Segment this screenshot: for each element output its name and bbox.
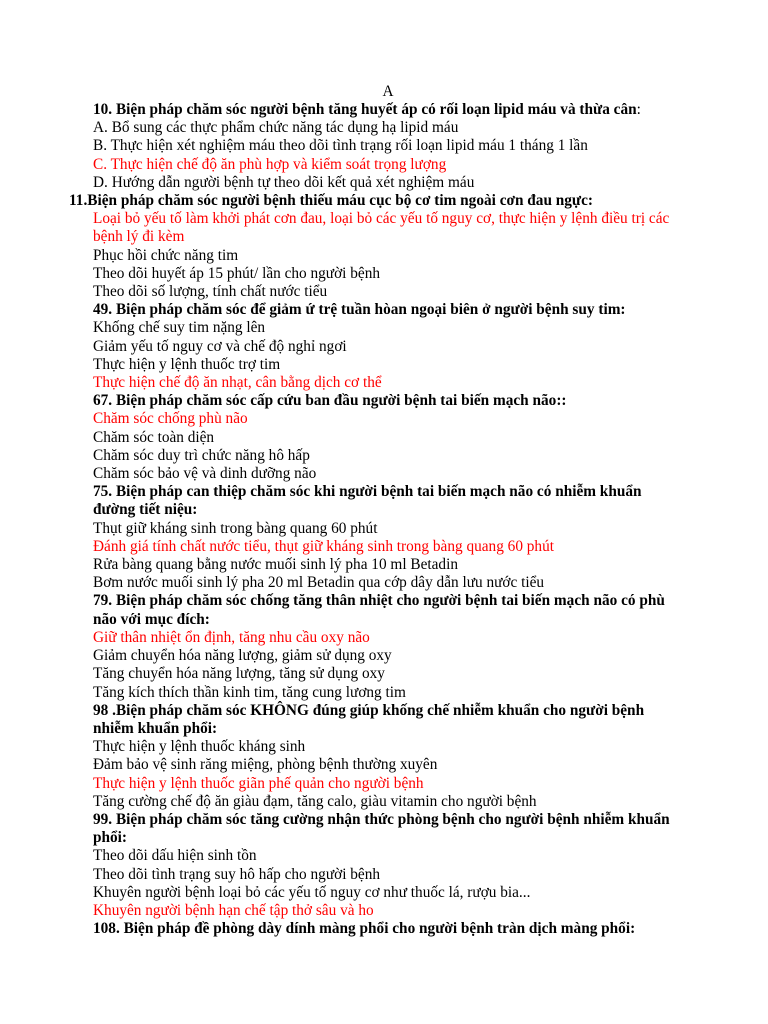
question-block xyxy=(93,392,673,483)
question-block xyxy=(93,702,673,811)
answer-option: Tăng cường chế độ ăn giàu đạm, tăng calo, giàu vitamin cho người bệnh xyxy=(93,792,537,810)
answer-option: Theo dõi số lượng, tính chất nước tiểu xyxy=(93,283,328,301)
answer-option: Tăng kích thích thần kinh tim, tăng cung lương tim xyxy=(93,683,406,701)
answer-option-correct: Thực hiện y lệnh thuốc giãn phế quản cho người bệnh xyxy=(93,774,424,792)
question-block xyxy=(93,811,673,920)
question-number: 108. xyxy=(93,920,120,938)
answer-option: Chăm sóc toàn diện xyxy=(93,428,215,446)
page-header: A xyxy=(382,83,394,100)
answer-option: Bơm nước muối sinh lý pha 20 ml Betadin qua cớp dây dẫn lưu nước tiểu xyxy=(93,574,545,592)
answer-option-correct: Giữ thân nhiệt ổn định, tăng nhu cầu oxy não xyxy=(93,628,370,646)
answer-option: Theo dõi tình trạng suy hô hấp cho người bệnh xyxy=(93,865,381,883)
answer-option: Giảm chuyển hóa năng lượng, giảm sử dụng oxy xyxy=(93,647,392,665)
question-number: 75. xyxy=(93,483,113,501)
question-title xyxy=(93,483,673,519)
answer-option: Thực hiện y lệnh thuốc trợ tim xyxy=(93,355,281,373)
answer-option: Khuyên người bệnh loại bỏ các yếu tố nguy cơ như thuốc lá, rượu bia... xyxy=(93,883,531,901)
question-block xyxy=(69,192,673,301)
question-block xyxy=(93,483,673,592)
question-text: Biện pháp chăm sóc người bệnh thiếu máu cục bộ cơ tim ngoài cơn đau ngực: xyxy=(87,192,593,210)
answer-option: Chăm sóc duy trì chức năng hô hấp xyxy=(93,446,310,464)
question-number: 67. xyxy=(93,392,113,410)
answer-option: Khống chế suy tim nặng lên xyxy=(93,319,266,337)
question-suffix: : xyxy=(636,101,641,118)
question-number: 49. xyxy=(93,301,113,319)
question-number: 10. xyxy=(93,101,113,118)
question-title xyxy=(93,392,673,410)
answer-option-correct: Thực hiện chế độ ăn nhạt, cân bằng dịch cơ thể xyxy=(93,374,382,392)
question-title xyxy=(93,301,673,319)
question-text: Biện pháp chăm sóc để giảm ứ trệ tuần hòan ngoại biên ở người bệnh suy tim: xyxy=(112,301,626,319)
answer-option: Phục hồi chức năng tim xyxy=(93,246,239,264)
answer-option: Thực hiện y lệnh thuốc kháng sinh xyxy=(93,738,306,756)
question-title xyxy=(69,192,673,210)
question-title xyxy=(93,811,673,847)
question-title xyxy=(93,592,673,628)
answer-option-correct: C. Thực hiện chế độ ăn phù hợp và kiểm soát trọng lượng xyxy=(93,155,447,173)
question-number: 11. xyxy=(69,192,88,210)
question-text: Biện pháp can thiệp chăm sóc khi người bệnh tai biến mạch não có nhiễm khuẩn đường tiết niệu: xyxy=(93,483,642,519)
question-text: Biện pháp đề phòng dày dính màng phổi cho người bệnh tràn dịch màng phổi: xyxy=(119,920,636,938)
answer-option-correct: Loại bỏ yếu tố làm khởi phát cơn đau, loại bỏ các yếu tố nguy cơ, thực hiện y lệnh điều trị các bệnh lý đi kèm xyxy=(93,210,670,246)
question-number: 99. xyxy=(93,810,113,828)
answer-option: Tăng chuyển hóa năng lượng, tăng sử dụng oxy xyxy=(93,665,385,683)
answer-option: Thụt giữ kháng sinh trong bàng quang 60 phút xyxy=(93,519,378,537)
question-text: .Biện pháp chăm sóc KHÔNG đúng giúp khống chế nhiễm khuẩn cho người bệnh nhiễm khuẩn phổi: xyxy=(93,701,645,737)
question-number: 79. xyxy=(93,592,113,610)
question-block xyxy=(93,592,673,701)
question-title xyxy=(93,101,673,119)
answer-option: Theo dõi dấu hiện sinh tồn xyxy=(93,847,257,865)
answer-option: A. Bổ sung các thực phẩm chức năng tác dụng hạ lipid máu xyxy=(93,119,459,137)
question-title xyxy=(93,920,673,938)
question-list xyxy=(69,101,673,938)
question-title xyxy=(93,702,673,738)
answer-option: Chăm sóc bảo vệ và dinh dưỡng não xyxy=(93,465,317,483)
question-text: Biện pháp chăm sóc tăng cường nhận thức phòng bệnh cho người bệnh nhiễm khuẩn phổi: xyxy=(93,810,670,847)
answer-option-correct: Đánh giá tính chất nước tiểu, thụt giữ kháng sinh trong bàng quang 60 phút xyxy=(93,537,554,555)
answer-option: Đảm bảo vệ sinh răng miệng, phòng bệnh thường xuyên xyxy=(93,756,438,774)
question-block xyxy=(93,920,673,938)
answer-option-correct: Chăm sóc chống phù não xyxy=(93,410,248,428)
question-number: 98 xyxy=(93,701,109,719)
question-text: Biện pháp chăm sóc người bệnh tăng huyết áp có rối loạn lipid máu và thừa cân xyxy=(112,101,637,118)
answer-option: Giảm yếu tố nguy cơ và chế độ nghỉ ngơi xyxy=(93,337,347,355)
question-text: Biện pháp chăm sóc cấp cứu ban đầu người bệnh tai biến mạch não:: xyxy=(112,392,567,410)
answer-option: Rửa bàng quang bằng nước muối sinh lý pha 10 ml Betadin xyxy=(93,556,458,574)
answer-option: D. Hướng dẫn người bệnh tự theo dõi kết quả xét nghiệm máu xyxy=(93,173,475,191)
question-block xyxy=(93,301,673,392)
answer-option: B. Thực hiện xét nghiệm máu theo dõi tình trạng rối loạn lipid máu 1 tháng 1 lần xyxy=(93,137,588,155)
answer-option: Theo dõi huyết áp 15 phút/ lần cho người bệnh xyxy=(93,264,380,282)
question-block xyxy=(93,101,673,192)
answer-option-correct: Khuyên người bệnh hạn chế tập thở sâu và ho xyxy=(93,901,374,919)
question-text: Biện pháp chăm sóc chống tăng thân nhiệt cho người bệnh tai biến mạch não có phù não với mục đích: xyxy=(93,592,665,628)
